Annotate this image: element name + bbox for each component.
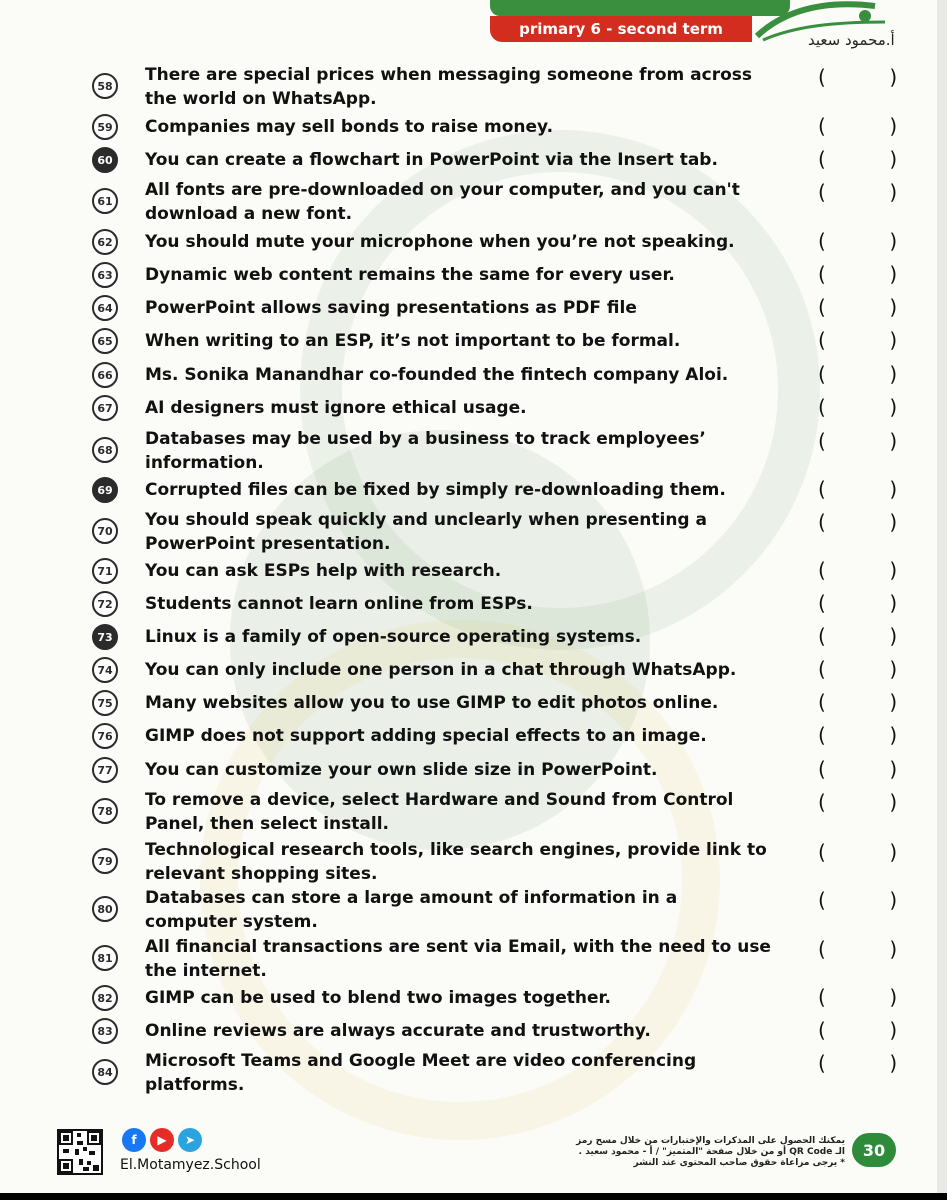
- question-number-badge: 76: [92, 723, 118, 749]
- answer-blank[interactable]: ( ): [818, 362, 898, 386]
- question-text-line: Panel, then select install.: [145, 814, 389, 834]
- question-text: [145, 625, 790, 649]
- question-number-badge: 70: [92, 518, 118, 544]
- question-text-line: Students cannot learn online from ESPs.: [145, 594, 533, 614]
- question-text: [145, 691, 790, 715]
- question-text-line: Databases can store a large amount of information in a: [145, 888, 678, 908]
- question-text-line: Databases may be used by a business to track employees’: [145, 429, 706, 449]
- question-number-badge: 77: [92, 757, 118, 783]
- answer-blank[interactable]: ( ): [818, 262, 898, 286]
- question-text-line: Technological research tools, like search engines, provide link to: [145, 840, 767, 860]
- qr-code-icon: [57, 1129, 103, 1175]
- question-number-badge: 75: [92, 690, 118, 716]
- question-text: [145, 263, 790, 287]
- question-text: [145, 478, 790, 502]
- question-text-line: To remove a device, select Hardware and Sound from Control: [145, 790, 734, 810]
- answer-blank[interactable]: ( ): [818, 840, 898, 864]
- question-text-line: platforms.: [145, 1075, 245, 1095]
- question-number-badge: 82: [92, 985, 118, 1011]
- answer-blank[interactable]: ( ): [818, 690, 898, 714]
- answer-blank[interactable]: ( ): [818, 1051, 898, 1075]
- question-text: [145, 396, 790, 420]
- question-text-line: You can only include one person in a chat through WhatsApp.: [145, 660, 737, 680]
- page-number: 30: [852, 1133, 896, 1167]
- question-text: [145, 63, 790, 111]
- question-text: [145, 329, 790, 353]
- answer-blank[interactable]: ( ): [818, 558, 898, 582]
- question-text-line: AI designers must ignore ethical usage.: [145, 398, 527, 418]
- question-number-badge: 58: [92, 73, 118, 99]
- question-text: [145, 363, 790, 387]
- answer-blank[interactable]: ( ): [818, 477, 898, 501]
- answer-blank[interactable]: ( ): [818, 657, 898, 681]
- telegram-icon[interactable]: ➤: [178, 1128, 202, 1152]
- question-text-line: Many websites allow you to use GIMP to edit photos online.: [145, 693, 719, 713]
- footer-note-line: الـ QR Code أو من خلال صفحة "المتميز" / أ - محمود سعيد .: [578, 1147, 845, 1157]
- question-text-line: GIMP can be used to blend two images together.: [145, 988, 611, 1008]
- question-number-badge: 59: [92, 114, 118, 140]
- answer-blank[interactable]: ( ): [818, 723, 898, 747]
- question-text: [145, 230, 790, 254]
- question-text: [145, 758, 790, 782]
- footer-note: [560, 1136, 845, 1169]
- question-text: [145, 935, 790, 983]
- answer-blank[interactable]: ( ): [818, 757, 898, 781]
- answer-blank[interactable]: ( ): [818, 888, 898, 912]
- question-text-line: Dynamic web content remains the same for every user.: [145, 265, 675, 285]
- question-text: [145, 986, 790, 1010]
- question-text-line: Online reviews are always accurate and trustworthy.: [145, 1021, 651, 1041]
- question-text-line: PowerPoint allows saving presentations as PDF file: [145, 298, 637, 318]
- answer-blank[interactable]: ( ): [818, 295, 898, 319]
- question-number-badge: 69: [92, 477, 118, 503]
- question-text-line: relevant shopping sites.: [145, 864, 378, 884]
- question-text: [145, 427, 790, 475]
- answer-blank[interactable]: ( ): [818, 790, 898, 814]
- question-text-line: Microsoft Teams and Google Meet are video conferencing: [145, 1051, 697, 1071]
- answer-blank[interactable]: ( ): [818, 395, 898, 419]
- answer-blank[interactable]: ( ): [818, 328, 898, 352]
- term-label: primary 6 - second term: [490, 16, 752, 42]
- question-number-badge: 84: [92, 1059, 118, 1085]
- question-text-line: All financial transactions are sent via Email, with the need to use: [145, 937, 771, 957]
- question-text: [145, 1019, 790, 1043]
- question-text-line: GIMP does not support adding special effects to an image.: [145, 726, 707, 746]
- answer-blank[interactable]: ( ): [818, 1018, 898, 1042]
- question-number-badge: 65: [92, 328, 118, 354]
- question-number-badge: 60: [92, 147, 118, 173]
- question-number-badge: 81: [92, 945, 118, 971]
- answer-blank[interactable]: ( ): [818, 591, 898, 615]
- question-text-line: information.: [145, 453, 264, 473]
- answer-blank[interactable]: ( ): [818, 510, 898, 534]
- question-text-line: You should speak quickly and unclearly when presenting a: [145, 510, 707, 530]
- answer-blank[interactable]: ( ): [818, 937, 898, 961]
- question-text: [145, 296, 790, 320]
- question-text-line: the world on WhatsApp.: [145, 89, 377, 109]
- question-number-badge: 71: [92, 558, 118, 584]
- question-text: [145, 559, 790, 583]
- question-text: [145, 724, 790, 748]
- question-number-badge: 74: [92, 657, 118, 683]
- question-text-line: Linux is a family of open-source operating systems.: [145, 627, 642, 647]
- question-number-badge: 64: [92, 295, 118, 321]
- answer-blank[interactable]: ( ): [818, 114, 898, 138]
- question-text-line: PowerPoint presentation.: [145, 534, 391, 554]
- social-icons: [122, 1128, 202, 1152]
- question-text-line: Corrupted files can be fixed by simply re-downloading them.: [145, 480, 726, 500]
- answer-blank[interactable]: ( ): [818, 229, 898, 253]
- bottom-bar: [0, 1193, 947, 1200]
- question-text-line: You should mute your microphone when you’re not speaking.: [145, 232, 735, 252]
- question-text-line: All fonts are pre-downloaded on your computer, and you can't: [145, 180, 740, 200]
- footer-note-line: يمكنك الحصول على المذكرات والإختبارات من خلال مسح رمز: [576, 1136, 845, 1146]
- question-number-badge: 73: [92, 624, 118, 650]
- question-text-line: You can customize your own slide size in PowerPoint.: [145, 760, 658, 780]
- answer-blank[interactable]: ( ): [818, 429, 898, 453]
- footer-note-line: * يرجى مراعاة حقوق صاحب المحتوى عند النشر: [633, 1158, 845, 1168]
- question-number-badge: 63: [92, 262, 118, 288]
- answer-blank[interactable]: ( ): [818, 65, 898, 89]
- question-number-badge: 79: [92, 848, 118, 874]
- question-text-line: download a new font.: [145, 204, 353, 224]
- question-number-badge: 62: [92, 229, 118, 255]
- question-text-line: There are special prices when messaging someone from across: [145, 65, 753, 85]
- author-name: أ.محمود سعيد: [808, 31, 895, 49]
- question-text-line: When writing to an ESP, it’s not important to be formal.: [145, 331, 681, 351]
- question-text-line: the internet.: [145, 961, 267, 981]
- question-text: [145, 658, 790, 682]
- question-text-line: Companies may sell bonds to raise money.: [145, 117, 554, 137]
- question-text: [145, 788, 790, 836]
- answer-blank[interactable]: ( ): [818, 180, 898, 204]
- question-number-badge: 78: [92, 798, 118, 824]
- question-text: [145, 886, 790, 934]
- answer-blank[interactable]: ( ): [818, 147, 898, 171]
- question-number-badge: 66: [92, 362, 118, 388]
- question-text-line: Ms. Sonika Manandhar co-founded the fintech company Aloi.: [145, 365, 729, 385]
- answer-blank[interactable]: ( ): [818, 624, 898, 648]
- question-text: [145, 838, 790, 886]
- question-number-badge: 83: [92, 1018, 118, 1044]
- question-number-badge: 68: [92, 437, 118, 463]
- question-number-badge: 72: [92, 591, 118, 617]
- question-text: [145, 178, 790, 226]
- question-text: [145, 508, 790, 556]
- answer-blank[interactable]: ( ): [818, 985, 898, 1009]
- question-number-badge: 67: [92, 395, 118, 421]
- youtube-icon[interactable]: ▶: [150, 1128, 174, 1152]
- school-name: El.Motamyez.School: [120, 1157, 261, 1173]
- question-text-line: computer system.: [145, 912, 318, 932]
- question-text-line: You can ask ESPs help with research.: [145, 561, 502, 581]
- header-tab: [490, 0, 790, 16]
- question-text: [145, 592, 790, 616]
- question-number-badge: 80: [92, 896, 118, 922]
- question-text: [145, 115, 790, 139]
- question-text: [145, 148, 790, 172]
- facebook-icon[interactable]: f: [122, 1128, 146, 1152]
- question-text: [145, 1049, 790, 1097]
- page-edge: [937, 0, 947, 1193]
- question-number-badge: 61: [92, 188, 118, 214]
- question-text-line: You can create a flowchart in PowerPoint via the Insert tab.: [145, 150, 718, 170]
